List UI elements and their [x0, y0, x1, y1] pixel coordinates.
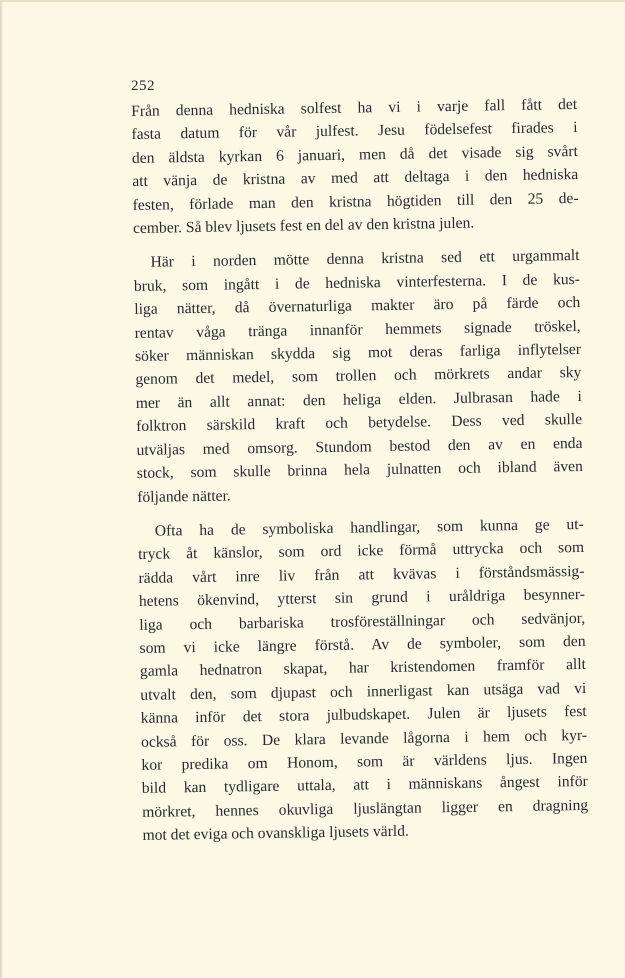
- text-line: gamla hednatron skapat, har kristendomen framför allt: [139, 656, 587, 681]
- text-line: rentav våga tränga innanför hemmets signade tröskel,: [134, 317, 581, 342]
- text-line: fasta datum för vår julfest. Jesu födelsefest firades i: [131, 119, 578, 144]
- text-line: hetens ökenvind, ytterst sin grund i uråldriga besynner-: [138, 586, 585, 611]
- text-line: cember. Så blev ljusets fest en del av den kristna julen.: [132, 214, 475, 238]
- paragraph: [133, 244, 583, 508]
- text-line: söker människan skydda sig mot deras farliga inflytelser: [134, 341, 582, 366]
- text-line: mer än allt annat: den heliga elden. Julbrasan hade i: [135, 387, 582, 412]
- text-line: den äldsta kyrkan 6 januari, men då det visade sig svårt: [131, 142, 578, 167]
- text-line: Från denna hedniska solfest ha vi i varje fall fått det: [131, 95, 578, 120]
- text-line: liga nätter, då övernaturliga makter äro på färde och: [134, 294, 581, 319]
- text-line: utvalt den, som djupast och innerligast kan utsäga vad vi: [140, 679, 587, 704]
- text-line: bild kan tydligare uttala, att i människans ångest inför: [141, 773, 588, 798]
- paragraph: [131, 93, 579, 240]
- text-line: festen, förlade man den kristna högtiden till den 25 de-: [132, 189, 579, 214]
- text-line: som vi icke längre förstå. Av de symboler, som den: [139, 632, 586, 657]
- page-number: 252: [131, 78, 155, 94]
- body-text: [131, 93, 589, 848]
- text-line: följande nätter.: [137, 486, 231, 506]
- text-line: liga och barbariska trosföreställningar och sedvänjor,: [139, 609, 586, 634]
- text-line: mot det eviga och ovanskliga ljusets värld.: [142, 822, 410, 845]
- page-top-edge: [0, 0, 625, 2]
- text-line: rädda vårt inre liv från att kvävas i förståndsmässig-: [138, 562, 585, 587]
- page-edge-shadow: [0, 0, 3, 978]
- text-line: bruk, som ingått i de hedniska vinterfesterna. I de kus-: [133, 270, 581, 295]
- text-line: också för oss. De klara levande lågorna i hem och kyr-: [140, 726, 588, 751]
- text-line: kor predika om Honom, som är världens ljus. Ingen: [141, 749, 588, 774]
- text-line: genom det medel, som trollen och mörkrets andar sky: [135, 364, 582, 389]
- text-line: Ofta ha de symboliska handlingar, som kunna ge ut-: [154, 515, 584, 540]
- text-line: Här i norden mötte denna kristna sed ett urgammalt: [150, 247, 580, 272]
- text-line: mörkret, hennes okuvliga ljuslängtan ligger en dragning: [142, 796, 589, 821]
- text-line: tryck åt känslor, som ord icke förmå uttrycka och som: [138, 539, 585, 564]
- text-line: folktron särskild kraft och betydelse. Dess ved skulle: [135, 411, 583, 436]
- text-line: stock, som skulle brinna hela julnatten och ibland även: [136, 458, 583, 483]
- paragraph: [138, 513, 589, 848]
- text-line: utväljas med omsorg. Stundom bestod den av en enda: [136, 434, 583, 459]
- text-line: att vänja de kristna av med att deltaga i den hedniska: [132, 166, 579, 191]
- text-line: känna inför det stora julbudskapet. Julen är ljusets fest: [140, 703, 587, 728]
